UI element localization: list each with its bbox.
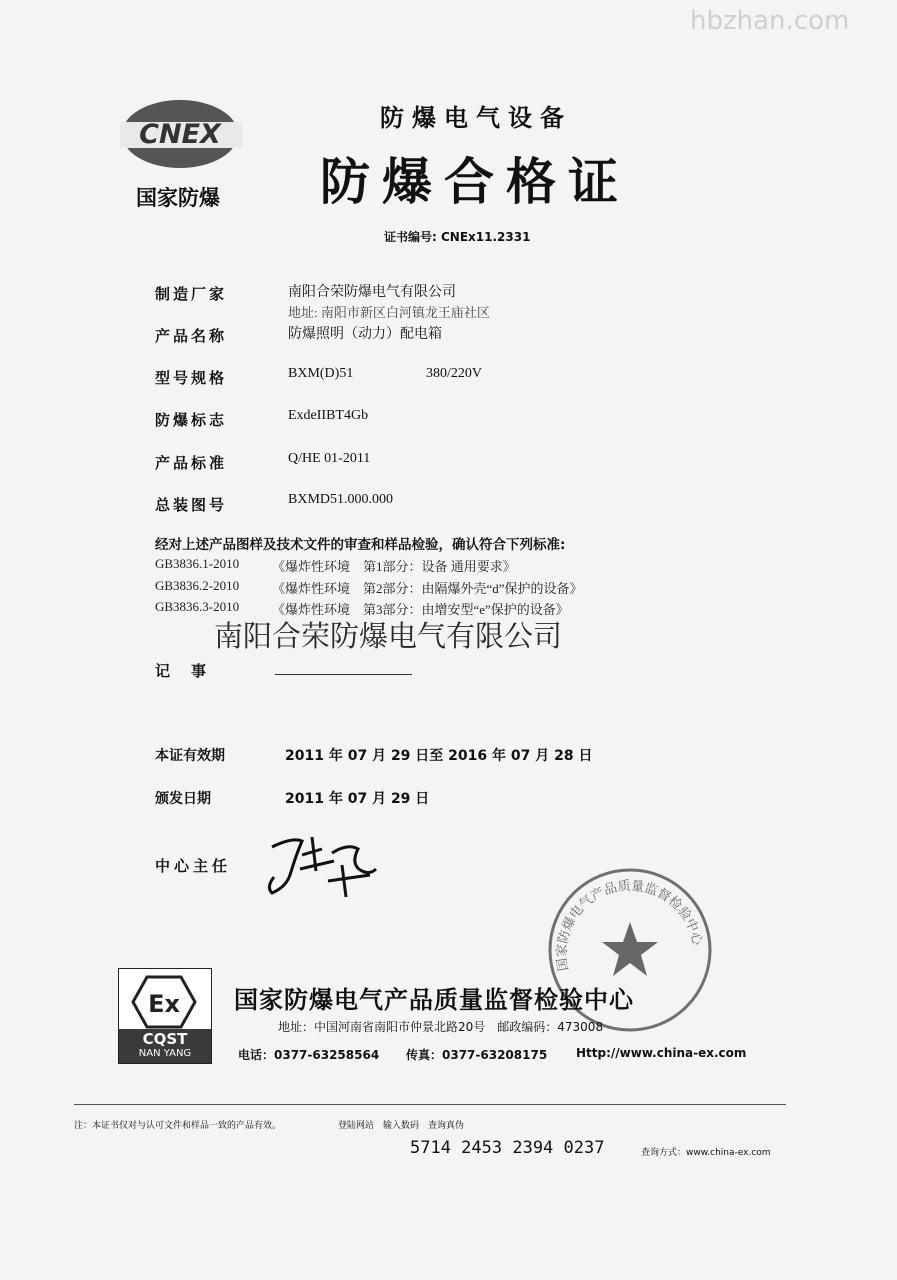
verify-instructions: 登陆网站 输入数码 查询真伪: [338, 1121, 465, 1131]
seal-text: 国家防爆电气产品质量监督检验中心: [554, 878, 705, 972]
cnex-logo-icon: [118, 92, 248, 172]
page-title: 防爆合格证: [320, 153, 630, 211]
query-method: 查询方式：www.china-ex.com: [641, 1148, 771, 1158]
manufacturer-address: 地址: 南阳市新区白河镇龙王庙社区: [288, 305, 490, 320]
ex-marking-label: 防爆标志: [155, 411, 228, 429]
drawing-number-value: BXMD51.000.000: [288, 492, 394, 507]
certificate-number: 证书编号: CNEx11.2331: [384, 230, 531, 244]
notes-label: 记 事: [155, 662, 210, 680]
standard-code: GB3836.3-2010: [155, 599, 240, 614]
org-website: Http://www.china-ex.com: [576, 1046, 747, 1060]
header-subtitle: 防爆电气设备: [380, 104, 572, 132]
ex-mark: Ex: [148, 990, 180, 1018]
org-phone: 电话：0377-63258564: [238, 1048, 380, 1062]
cqst-text: CQST: [142, 1030, 188, 1048]
notes-line: [275, 674, 412, 675]
standard-code: GB3836.2-2010: [155, 578, 240, 593]
product-name-label: 产品名称: [155, 327, 228, 345]
verification-code: 5714 2453 2394 0237: [410, 1138, 605, 1158]
cqst-logo: [118, 968, 212, 1064]
org-name: 国家防爆电气产品质量监督检验中心: [234, 986, 634, 1014]
standard-code: GB3836.1-2010: [155, 556, 240, 571]
product-standard-label: 产品标准: [155, 454, 228, 472]
product-name-value: 防爆照明（动力）配电箱: [288, 327, 442, 342]
signature-icon: [262, 825, 382, 905]
voltage-value: 380/220V: [426, 366, 482, 381]
manufacturer-value: 南阳合荣防爆电气有限公司: [288, 285, 456, 300]
watermark-text: hbzhan.com: [690, 6, 850, 36]
model-label: 型号规格: [155, 369, 228, 387]
standard-text: 《爆炸性环境 第3部分：由增安型“e”保护的设备》: [272, 602, 569, 617]
standard-text: 《爆炸性环境 第1部分：设备 通用要求》: [272, 559, 516, 574]
footer-divider: [74, 1104, 786, 1105]
ex-hexagon-icon: [131, 975, 197, 1029]
manufacturer-label: 制造厂家: [155, 285, 228, 303]
standard-text: 《爆炸性环境 第2部分：由隔爆外壳“d”保护的设备》: [272, 581, 583, 596]
drawing-number-label: 总装图号: [155, 496, 228, 514]
director-label: 中心主任: [155, 857, 232, 875]
cnex-mark: CNEX: [139, 119, 221, 150]
issue-date-value: 2011 年 07 月 29 日: [285, 791, 430, 807]
cnex-caption: 国家防爆: [136, 186, 220, 210]
model-value: BXM(D)51: [288, 366, 354, 381]
cnex-logo: [118, 92, 248, 212]
nanyang-text: NAN YANG: [138, 1048, 192, 1059]
ex-marking-value: ExdeIIBT4Gb: [288, 408, 369, 423]
org-address: 地址：中国河南省南阳市仲景北路20号 邮政编码：473008: [278, 1020, 604, 1034]
validity-note: 注：本证书仅对与认可文件和样品一致的产品有效。: [74, 1121, 282, 1131]
product-standard-value: Q/HE 01-2011: [288, 451, 371, 466]
standards-intro: 经对上述产品图样及技术文件的审查和样品检验，确认符合下列标准:: [155, 537, 566, 553]
issue-date-label: 颁发日期: [155, 791, 211, 807]
validity-value: 2011 年 07 月 29 日至 2016 年 07 月 28 日: [285, 748, 593, 764]
company-overlay-text: 南阳合荣防爆电气有限公司: [214, 619, 563, 653]
validity-label: 本证有效期: [155, 748, 225, 764]
org-fax: 传真：0377-63208175: [406, 1048, 548, 1062]
